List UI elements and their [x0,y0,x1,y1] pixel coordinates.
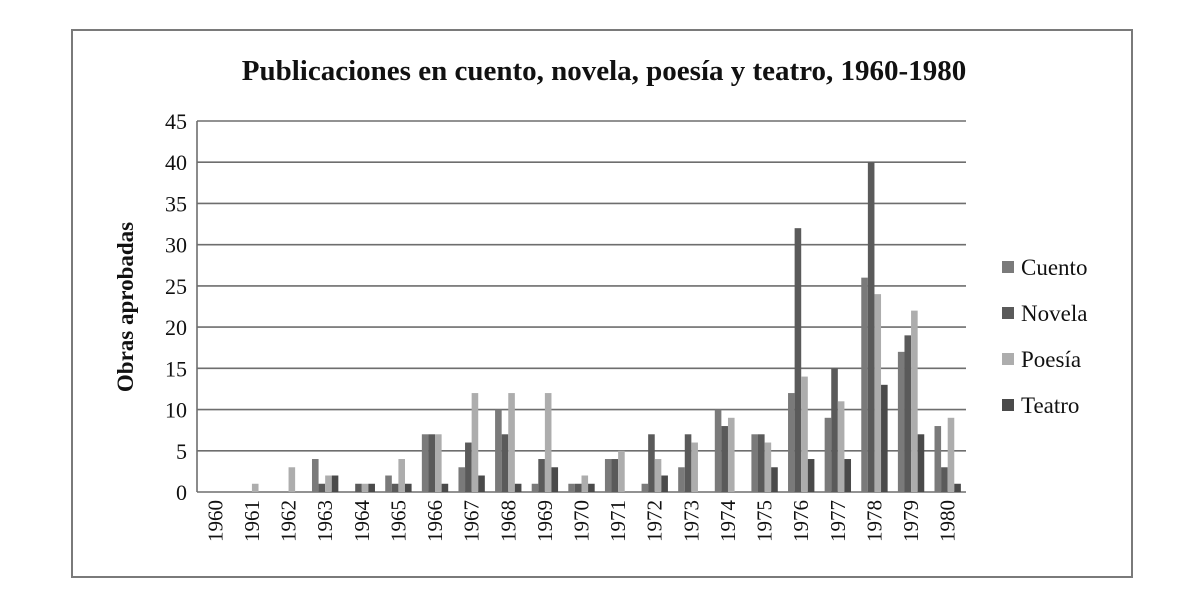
legend-swatch [1002,261,1014,273]
x-tick-label: 1976 [789,500,814,542]
x-tick-label: 1980 [935,500,960,542]
bar-novela-1971 [612,459,619,492]
x-tick-label: 1973 [679,500,704,542]
y-tick-label: 30 [165,232,187,258]
x-tick-label: 1960 [203,500,228,542]
bar-teatro-1977 [844,459,851,492]
bar-novela-1978 [868,162,875,492]
bar-poesia-1962 [289,467,296,492]
bar-poesia-1980 [948,418,955,492]
x-tick-label: 1972 [642,500,667,542]
bar-cuento-1967 [458,467,465,492]
bar-teatro-1970 [588,484,595,492]
bar-cuento-1980 [935,426,942,492]
bar-novela-1974 [721,426,728,492]
bar-poesia-1969 [545,393,552,492]
legend-swatch [1002,353,1014,365]
x-tick-label: 1975 [752,500,777,542]
legend-label: Teatro [1021,393,1080,418]
bar-cuento-1979 [898,352,905,492]
legend-label: Poesía [1021,347,1082,372]
bar-novela-1972 [648,434,655,492]
bar-cuento-1978 [861,278,868,492]
bar-novela-1969 [538,459,545,492]
bar-cuento-1966 [422,434,429,492]
bar-cuento-1973 [678,467,685,492]
y-tick-label: 5 [176,438,187,464]
bar-poesia-1977 [838,401,845,492]
bar-cuento-1977 [825,418,832,492]
y-tick-label: 35 [165,191,187,217]
bar-teatro-1967 [478,476,485,492]
bar-cuento-1969 [532,484,539,492]
bar-poesia-1974 [728,418,735,492]
bar-cuento-1974 [715,410,722,492]
y-tick-label: 10 [165,397,187,423]
bar-poesia-1967 [472,393,479,492]
x-tick-label: 1965 [386,500,411,542]
bar-poesia-1975 [765,443,772,492]
x-tick-label: 1962 [276,500,301,542]
bar-novela-1979 [904,335,911,492]
x-tick-label: 1964 [349,500,374,542]
x-tick-label: 1970 [569,500,594,542]
bar-poesia-1964 [362,484,369,492]
x-tick-label: 1967 [459,500,484,542]
bar-teatro-1979 [918,434,925,492]
y-tick-label: 15 [165,356,187,382]
bar-novela-1976 [795,228,802,492]
bar-novela-1967 [465,443,472,492]
bar-poesia-1970 [582,476,589,492]
x-tick-label: 1978 [862,500,887,542]
bar-novela-1970 [575,484,582,492]
legend-label: Cuento [1021,255,1088,280]
bar-chart [73,31,1135,580]
bar-cuento-1968 [495,410,502,492]
x-tick-label: 1963 [313,500,338,542]
bar-novela-1977 [831,368,838,492]
bar-poesia-1968 [508,393,515,492]
bar-poesia-1979 [911,311,918,492]
x-tick-label: 1974 [715,500,740,542]
bar-teatro-1965 [405,484,412,492]
y-tick-label: 40 [165,150,187,176]
bar-cuento-1963 [312,459,319,492]
bar-novela-1963 [319,484,326,492]
chart-frame [71,29,1133,578]
x-tick-label: 1961 [239,500,264,542]
legend-label: Novela [1021,301,1088,326]
bar-teatro-1975 [771,467,778,492]
chart-title: Publicaciones en cuento, novela, poesía y teatro, 1960-1980 [241,55,967,87]
bar-novela-1980 [941,467,948,492]
bar-novela-1965 [392,484,399,492]
legend [1002,255,1087,418]
x-tick-label: 1977 [825,500,850,542]
gridlines [197,121,966,492]
bar-poesia-1976 [801,377,808,492]
bar-novela-1968 [502,434,509,492]
x-tick-label: 1968 [496,500,521,542]
bar-cuento-1975 [751,434,758,492]
x-tick-label: 1966 [423,500,448,542]
y-tick-label: 45 [165,109,187,134]
bar-novela-1975 [758,434,765,492]
legend-swatch [1002,399,1014,411]
bar-poesia-1972 [655,459,662,492]
bar-teatro-1968 [515,484,522,492]
bar-cuento-1965 [385,476,392,492]
y-axis-ticks [165,109,187,505]
bar-cuento-1970 [568,484,575,492]
x-tick-label: 1979 [899,500,924,542]
bar-teatro-1964 [368,484,375,492]
bar-teatro-1980 [954,484,961,492]
x-tick-label: 1971 [606,500,631,542]
bar-teatro-1966 [442,484,449,492]
bar-cuento-1972 [642,484,649,492]
y-tick-label: 0 [176,480,187,505]
bar-teatro-1978 [881,385,888,492]
bar-novela-1973 [685,434,692,492]
bar-teatro-1969 [551,467,558,492]
y-axis-label: Obras aprobadas [113,221,138,393]
y-tick-label: 20 [165,315,187,341]
bar-teatro-1963 [332,476,339,492]
bar-poesia-1961 [252,484,259,492]
legend-swatch [1002,307,1014,319]
bar-poesia-1966 [435,434,442,492]
bar-poesia-1965 [398,459,405,492]
bar-novela-1966 [428,434,435,492]
x-axis-ticks [203,500,959,543]
bar-teatro-1972 [661,476,668,492]
y-tick-label: 25 [165,273,187,299]
x-tick-label: 1969 [532,500,557,542]
bar-poesia-1978 [874,294,881,492]
bar-poesia-1971 [618,451,625,492]
bar-poesia-1963 [325,476,332,492]
bar-novela-1964 [355,484,362,492]
bar-cuento-1971 [605,459,612,492]
bar-cuento-1976 [788,393,795,492]
bar-teatro-1976 [808,459,815,492]
bar-poesia-1973 [691,443,698,492]
